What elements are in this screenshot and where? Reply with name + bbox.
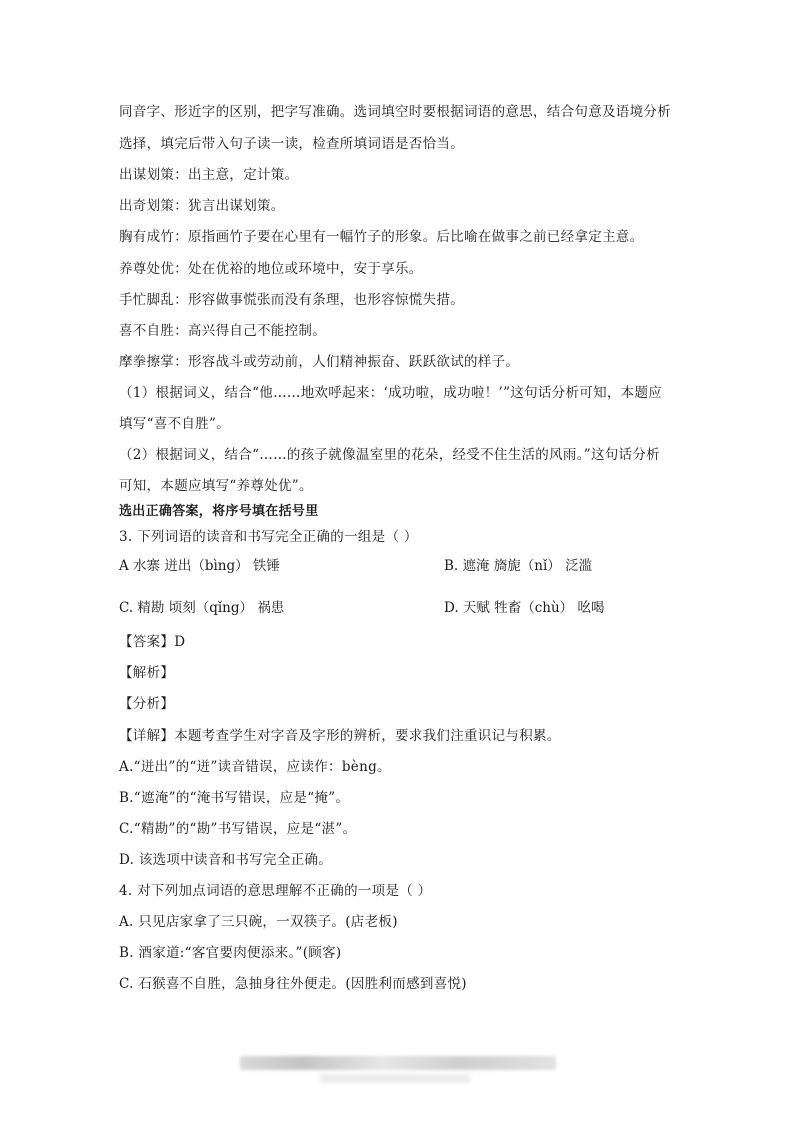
option-d: D. 天赋 牲畜（chù） 吆喝 xyxy=(444,600,605,616)
text-line: （2）根据词义，结合“……的孩子就像温室里的花朵，经受不住生活的风雨。”这句话分析 xyxy=(119,447,660,463)
text-line: 出奇划策：犹言出谋划策。 xyxy=(119,198,285,214)
text-line: 填写“喜不自胜”。 xyxy=(119,416,231,432)
text-line: C.“精勘”的“勘”书写错误，应是“湛”。 xyxy=(119,821,357,837)
text-line: 手忙脚乱：形容做事慌张而没有条理，也形容惊慌失措。 xyxy=(119,292,464,308)
blurred-footer-watermark-sub xyxy=(320,1074,470,1083)
blurred-footer-watermark xyxy=(240,1056,556,1070)
text-line: 喜不自胜：高兴得自己不能控制。 xyxy=(119,323,326,339)
question-4-option-a: A. 只见店家拿了三只碗，一双筷子。(店老板) xyxy=(119,914,398,930)
text-line: 同音字、形近字的区别，把字写准确。选词填空时要根据词语的意思，结合句意及语境分析 xyxy=(119,104,671,120)
text-line: 可知，本题应填写“养尊处优”。 xyxy=(119,478,313,494)
analysis-label: 【解析】 xyxy=(119,665,175,681)
text-line: 摩拳擦掌：形容战斗或劳动前，人们精神振奋、跃跃欲试的样子。 xyxy=(119,354,520,370)
text-line: （1）根据词义，结合“他……地欢呼起来：‘成功啦，成功啦！’”这句话分析可知，本题应 xyxy=(119,385,663,401)
question-4: 4. 对下列加点词语的意思理解不正确的一项是（ ） xyxy=(119,883,432,899)
text-line: 选择，填完后带入句子读一读，检查所填词语是否恰当。 xyxy=(119,136,464,152)
option-b: B. 遮淹 旖旎（nǐ） 泛滥 xyxy=(444,558,593,574)
detail-line: 【详解】本题考查学生对字音及字形的辨析，要求我们注重识记与积累。 xyxy=(119,728,561,744)
answer-line: 【答案】D xyxy=(119,634,186,650)
option-c: C. 精勘 顷刻（qǐng） 祸患 xyxy=(119,600,285,616)
text-line: A.“迸出”的“迸”读音错误，应读作：bèng。 xyxy=(119,759,391,775)
text-line: B.“遮淹”的“淹书写错误，应是“掩”。 xyxy=(119,790,350,806)
analysis-sub-label: 【分析】 xyxy=(119,696,175,712)
question-4-option-b: B. 酒家道:“客官要肉便添来。”(顾客) xyxy=(119,945,342,961)
question-4-option-c: C. 石猴喜不自胜，急抽身往外便走。(因胜利而感到喜悦) xyxy=(119,976,467,992)
text-line: D. 该选项中读音和书写完全正确。 xyxy=(119,852,333,868)
text-line: 出谋划策：出主意，定计策。 xyxy=(119,167,299,183)
text-line: 养尊处优：处在优裕的地位或环境中，安于享乐。 xyxy=(119,261,423,277)
text-line: 胸有成竹：原指画竹子要在心里有一幅竹子的形象。后比喻在做事之前已经拿定主意。 xyxy=(119,229,644,245)
section-heading: 选出正确答案，将序号填在括号里 xyxy=(119,504,319,519)
question-3: 3. 下列词语的读音和书写完全正确的一组是（ ） xyxy=(119,529,418,545)
option-a: A 水寨 迸出（bìng） 铁锤 xyxy=(119,558,280,574)
